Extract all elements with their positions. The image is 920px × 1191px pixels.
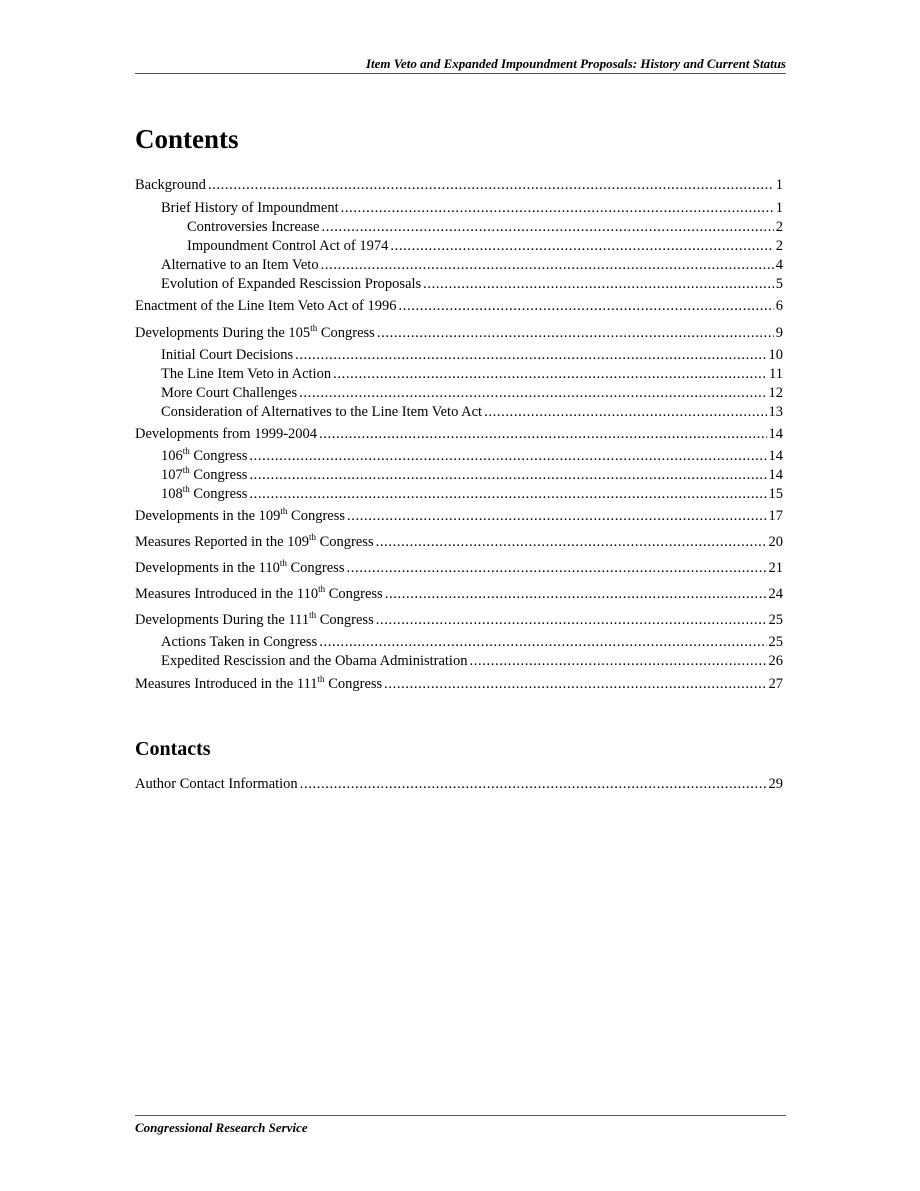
dot-leader (295, 346, 766, 364)
dot-leader (346, 559, 766, 577)
dot-leader (423, 275, 774, 293)
toc-page-number: 20 (768, 534, 783, 550)
dot-leader (321, 218, 773, 236)
dot-leader (376, 611, 767, 629)
toc-entry[interactable] (135, 297, 783, 315)
toc-entry[interactable] (135, 466, 783, 484)
toc-entry[interactable] (135, 675, 783, 693)
toc-page-number: 15 (768, 486, 783, 502)
dot-leader (249, 466, 766, 484)
toc-entry[interactable] (135, 611, 783, 629)
toc-page-number: 5 (775, 276, 783, 292)
toc-entry[interactable] (135, 775, 783, 793)
toc-page-number: 12 (768, 385, 783, 401)
dot-leader (469, 652, 766, 670)
toc-entry-title: Background (135, 177, 206, 193)
dot-leader (333, 365, 767, 383)
dot-leader (319, 633, 766, 651)
toc-entry[interactable] (135, 199, 783, 217)
toc-page-number: 2 (775, 219, 783, 235)
dot-leader (208, 176, 774, 194)
dot-leader (398, 297, 773, 315)
toc-entry-title: Evolution of Expanded Rescission Proposals (161, 276, 422, 292)
toc-page-number: 6 (775, 298, 783, 314)
dot-leader (321, 256, 774, 274)
toc-entry[interactable] (135, 365, 783, 383)
toc-page-number: 21 (768, 560, 783, 576)
dot-leader (299, 384, 766, 402)
toc-page-number: 27 (768, 676, 783, 692)
toc-page-number: 29 (768, 776, 783, 792)
toc-entry[interactable] (135, 346, 783, 364)
dot-leader (249, 485, 766, 503)
toc-entry-title: Consideration of Alternatives to the Line Item Veto Act (161, 404, 483, 420)
running-footer: Congressional Research Service (135, 1120, 308, 1135)
toc-page-number: 2 (775, 238, 783, 254)
toc-page-number: 1 (775, 177, 783, 193)
toc-entry[interactable] (135, 559, 783, 577)
toc-entry[interactable] (135, 324, 783, 342)
toc-entry-title: Actions Taken in Congress (161, 634, 318, 650)
dot-leader (341, 199, 774, 217)
toc-page-number: 4 (775, 257, 783, 273)
toc-page-number: 14 (768, 426, 783, 442)
toc-entry[interactable] (135, 425, 783, 443)
toc-entry[interactable] (135, 447, 783, 465)
contacts-heading: Contacts (135, 738, 211, 760)
header-rule (135, 73, 786, 74)
toc-page-number: 17 (768, 508, 783, 524)
toc-page-number: 1 (775, 200, 783, 216)
toc-page-number: 14 (768, 467, 783, 483)
toc-page-number: 13 (768, 404, 783, 420)
dot-leader (385, 585, 767, 603)
toc-page-number: 9 (775, 325, 783, 341)
toc-page-number: 10 (768, 347, 783, 363)
dot-leader (384, 675, 766, 693)
dot-leader (300, 775, 767, 793)
toc-entry[interactable] (135, 633, 783, 651)
toc-entry-title: Controversies Increase (187, 219, 320, 235)
toc-entry-title: Measures Reported in the 109th Congress (135, 532, 374, 550)
toc-entry[interactable] (135, 384, 783, 402)
toc-entry[interactable] (135, 275, 783, 293)
toc-entry-title: 106th Congress (161, 446, 248, 464)
dot-leader (484, 403, 766, 421)
dot-leader (249, 447, 766, 465)
toc-entry-title: Developments During the 111th Congress (135, 610, 374, 628)
toc-entry-title: 108th Congress (161, 484, 248, 502)
toc-entry[interactable] (135, 218, 783, 236)
toc-entry-title: Measures Introduced in the 111th Congress (135, 674, 383, 692)
toc-entry-title: Developments from 1999-2004 (135, 426, 318, 442)
footer-rule (135, 1115, 786, 1116)
toc-entry[interactable] (135, 507, 783, 525)
toc-entry[interactable] (135, 176, 783, 194)
toc-entry[interactable] (135, 652, 783, 670)
toc-page-number: 26 (768, 653, 783, 669)
toc-entry[interactable] (135, 533, 783, 551)
toc-page-number: 11 (769, 366, 783, 382)
toc-entry-title: Impoundment Control Act of 1974 (187, 238, 389, 254)
toc-entry[interactable] (135, 237, 783, 255)
toc-entry-title: 107th Congress (161, 465, 248, 483)
toc-entry-title: Enactment of the Line Item Veto Act of 1996 (135, 298, 397, 314)
toc-entry-title: Developments During the 105th Congress (135, 323, 375, 341)
toc-entry[interactable] (135, 403, 783, 421)
dot-leader (377, 324, 774, 342)
toc-page-number: 25 (768, 612, 783, 628)
toc-entry-title: More Court Challenges (161, 385, 298, 401)
dot-leader (319, 425, 766, 443)
toc-page-number: 14 (768, 448, 783, 464)
dot-leader (376, 533, 767, 551)
toc-entry[interactable] (135, 485, 783, 503)
toc-entry[interactable] (135, 256, 783, 274)
toc-page-number: 25 (768, 634, 783, 650)
toc-entry-title: Initial Court Decisions (161, 347, 294, 363)
contents-heading: Contents (135, 124, 239, 154)
toc-entry-title: Developments in the 109th Congress (135, 506, 346, 524)
dot-leader (347, 507, 766, 525)
toc-entry-title: Expedited Rescission and the Obama Administration (161, 653, 468, 669)
toc-entry-title: The Line Item Veto in Action (161, 366, 332, 382)
toc-entry-title: Brief History of Impoundment (161, 200, 339, 216)
toc-entry-title: Author Contact Information (135, 776, 298, 792)
toc-entry-title: Alternative to an Item Veto (161, 257, 319, 273)
toc-entry-title: Measures Introduced in the 110th Congress (135, 584, 383, 602)
toc-entry[interactable] (135, 585, 783, 603)
toc-entry-title: Developments in the 110th Congress (135, 558, 345, 576)
dot-leader (390, 237, 773, 255)
toc-page-number: 24 (768, 586, 783, 602)
running-header: Item Veto and Expanded Impoundment Proposals: History and Current Status (365, 56, 786, 71)
